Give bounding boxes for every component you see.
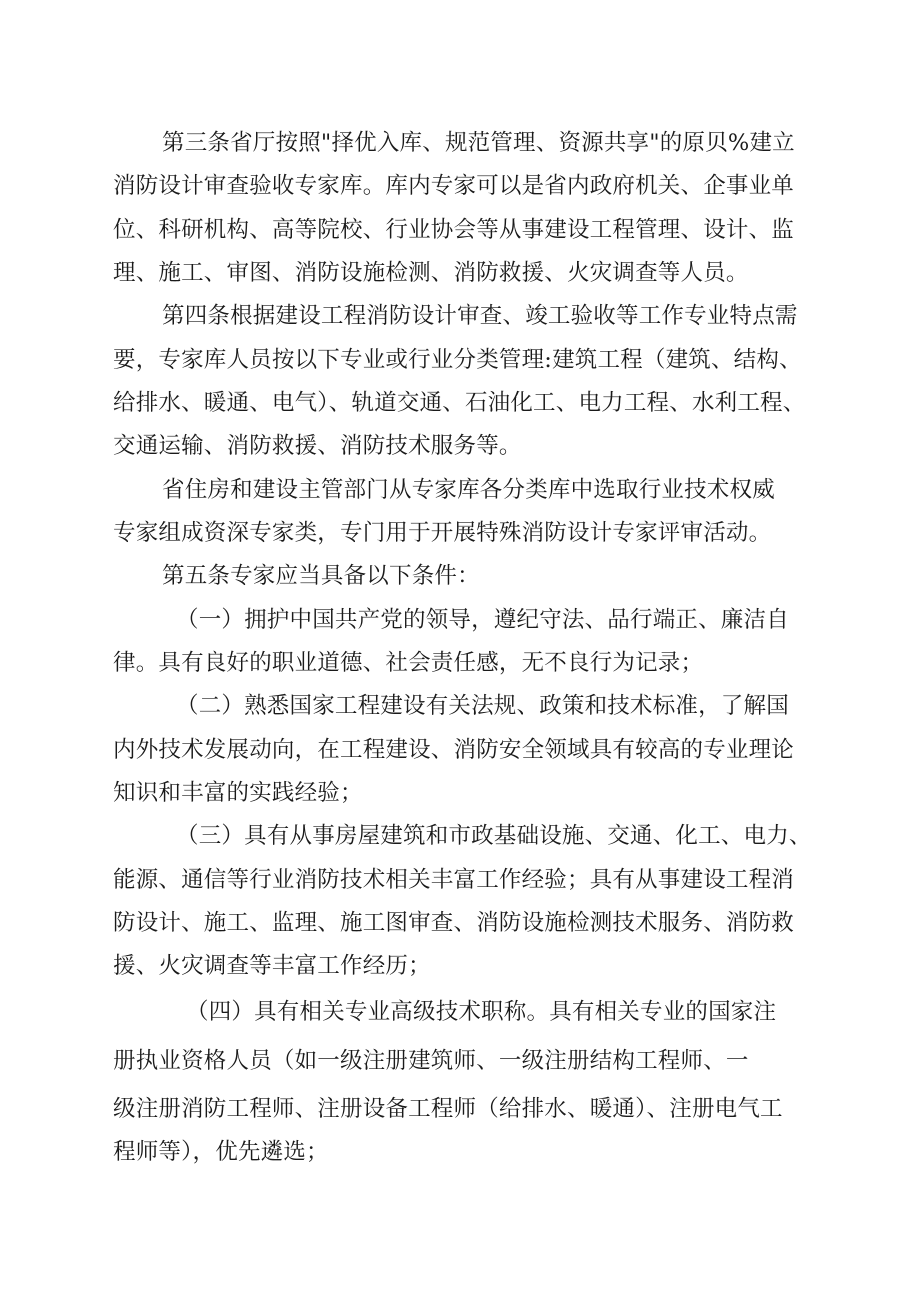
condition-4-line-2: 册执业资格人员（如一级注册建筑师、一级注册结构工程师、一 bbox=[113, 1048, 749, 1074]
article-5-heading: 第五条专家应当具备以下条件： bbox=[162, 563, 480, 589]
article-3-line-1: 第三条省厅按照"择优入库、规范管理、资源共享"的原贝%建立 bbox=[162, 130, 795, 156]
condition-2-line-1: （二）熟悉国家工程建设有关法规、政策和技术标准，了解国 bbox=[176, 693, 789, 719]
article-4-line-2: 要，专家库人员按以下专业或行业分类管理:建筑工程（建筑、结构、 bbox=[113, 347, 802, 373]
condition-1-line-2: 律。具有良好的职业道德、社会责任感，无不良行为记录； bbox=[113, 650, 704, 676]
article-3-line-4: 理、施工、审图、消防设施检测、消防救援、火灾调查等人员。 bbox=[113, 260, 749, 286]
condition-3-line-2: 能源、通信等行业消防技术相关丰富工作经验；具有从事建设工程消 bbox=[113, 867, 795, 893]
condition-4-line-3: 级注册消防工程师、注册设备工程师（给排水、暖通）、注册电气工 bbox=[113, 1096, 783, 1122]
article-4-line-1: 第四条根据建设工程消防设计审查、竣工验收等工作专业特点需 bbox=[162, 303, 798, 329]
condition-2-line-2: 内外技术发展动向，在工程建设、消防安全领域具有较高的专业理论 bbox=[113, 737, 795, 763]
condition-3-line-1: （三）具有从事房屋建筑和市政基础设施、交通、化工、电力、 bbox=[176, 823, 812, 849]
article-4-line-4: 交通运输、消防救援、消防技术服务等。 bbox=[113, 433, 522, 459]
condition-4-line-4: 程师等），优先遴选； bbox=[113, 1139, 329, 1165]
article-4-line-3: 给排水、暖通、电气）、轨道交通、石油化工、电力工程、水利工程、 bbox=[113, 390, 806, 416]
paragraph-senior-experts-line-1: 省住房和建设主管部门从专家库各分类库中选取行业技术权威 bbox=[162, 477, 775, 503]
condition-3-line-4: 援、火灾调查等丰富工作经历； bbox=[113, 953, 431, 979]
condition-2-line-3: 知识和丰富的实践经验； bbox=[113, 780, 363, 806]
condition-3-line-3: 防设计、施工、监理、施工图审查、消防设施检测技术服务、消防救 bbox=[113, 910, 795, 936]
paragraph-senior-experts-line-2: 专家组成资深专家类，专门用于开展特殊消防设计专家评审活动。 bbox=[113, 520, 772, 546]
condition-4-line-1: （四）具有相关专业高级技术职称。具有相关专业的国家注 bbox=[186, 999, 777, 1025]
condition-1-line-1: （一）拥护中国共产党的领导，遵纪守法、品行端正、廉洁自 bbox=[176, 607, 789, 633]
article-3-line-2: 消防设计审查验收专家库。库内专家可以是省内政府机关、企事业单 bbox=[113, 173, 795, 199]
article-3-line-3: 位、科研机构、高等院校、行业协会等从事建设工程管理、设计、监 bbox=[113, 217, 795, 243]
